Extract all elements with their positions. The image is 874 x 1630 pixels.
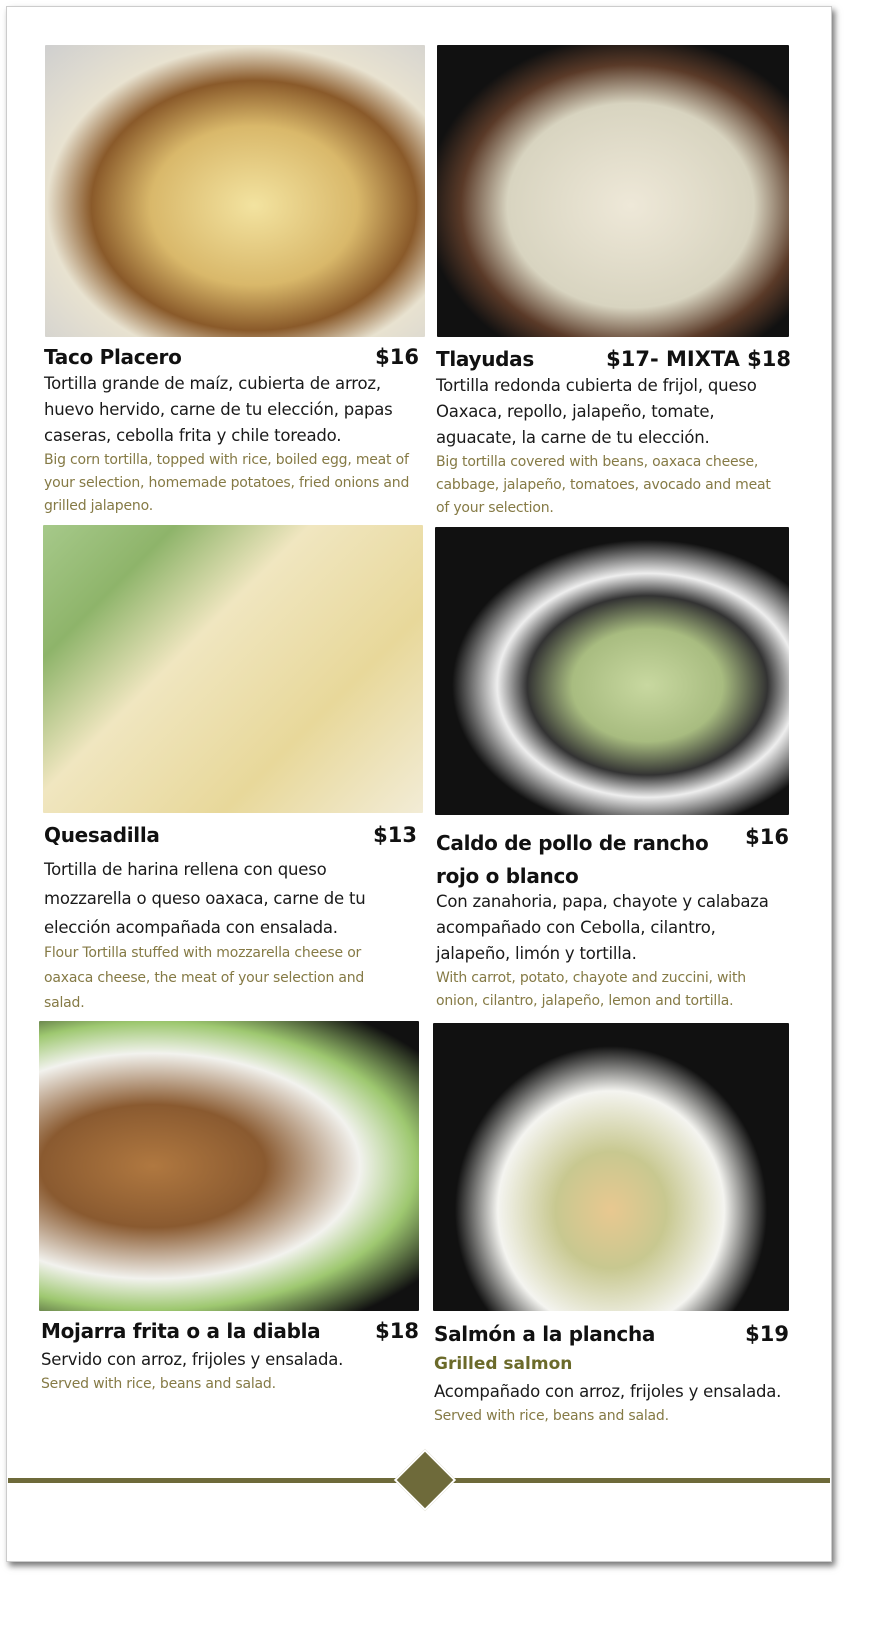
taco-placero-photo bbox=[45, 45, 425, 337]
item-price: $16 bbox=[375, 345, 419, 369]
item-description-en: Big corn tortilla, topped with rice, boiled egg, meat of your selection, homemade potatoes, fried onions and grilled jalapeno. bbox=[44, 452, 410, 514]
item-price: $13 bbox=[373, 823, 417, 847]
item-title: Mojarra frita o a la diabla bbox=[41, 1319, 321, 1343]
item-description-es: Con zanahoria, papa, chayote y calabaza acompañado con Cebolla, cilantro, jalapeño, limón y tortilla. bbox=[436, 892, 769, 963]
item-description-es: Tortilla redonda cubierta de frijol, queso Oaxaca, repollo, jalapeño, tomate, aguacate, la carne de tu elección. bbox=[436, 376, 757, 447]
item-description-en: Served with rice, beans and salad. bbox=[41, 1376, 276, 1392]
item-description-es: Acompañado con arroz, frijoles y ensalada. bbox=[434, 1382, 782, 1401]
item-description-es: Tortilla de harina rellena con queso mozzarella o queso oaxaca, carne de tu elección acompañada con ensalada. bbox=[44, 860, 366, 937]
item-title: Tlayudas bbox=[436, 347, 534, 371]
caldo-photo bbox=[435, 527, 789, 815]
mojarra-photo bbox=[39, 1021, 419, 1311]
tlayudas-photo bbox=[437, 45, 789, 337]
item-description-es: Tortilla grande de maíz, cubierta de arroz, huevo hervido, carne de tu elección, papas caseras, cebolla frita y chile toreado. bbox=[44, 374, 393, 445]
quesadilla-photo bbox=[43, 525, 423, 813]
item-price: $19 bbox=[745, 1322, 789, 1346]
menu-page bbox=[6, 6, 832, 1562]
item-price: $18 bbox=[375, 1319, 419, 1343]
item-title: Quesadilla bbox=[44, 823, 160, 847]
item-description-en: Flour Tortilla stuffed with mozzarella cheese or oaxaca cheese, the meat of your selection and salad. bbox=[44, 945, 365, 1011]
item-price: $16 bbox=[745, 825, 789, 849]
item-description-es: Servido con arroz, frijoles y ensalada. bbox=[41, 1350, 344, 1369]
salmon-photo bbox=[433, 1023, 789, 1311]
item-description-en: With carrot, potato, chayote and zuccini, with onion, cilantro, jalapeño, lemon and tortilla. bbox=[436, 970, 746, 1009]
item-description-en: Big tortilla covered with beans, oaxaca cheese, cabbage, jalapeño, tomatoes, avocado and meat of your selection. bbox=[436, 454, 771, 516]
item-description-en: Served with rice, beans and salad. bbox=[434, 1408, 669, 1424]
item-price: $17- MIXTA $18 bbox=[606, 347, 791, 371]
item-title: Caldo de pollo de rancho rojo o blanco bbox=[436, 831, 709, 888]
item-title: Taco Placero bbox=[44, 345, 182, 369]
item-title: Salmón a la plancha bbox=[434, 1322, 656, 1346]
item-subtitle: Grilled salmon bbox=[434, 1354, 573, 1374]
